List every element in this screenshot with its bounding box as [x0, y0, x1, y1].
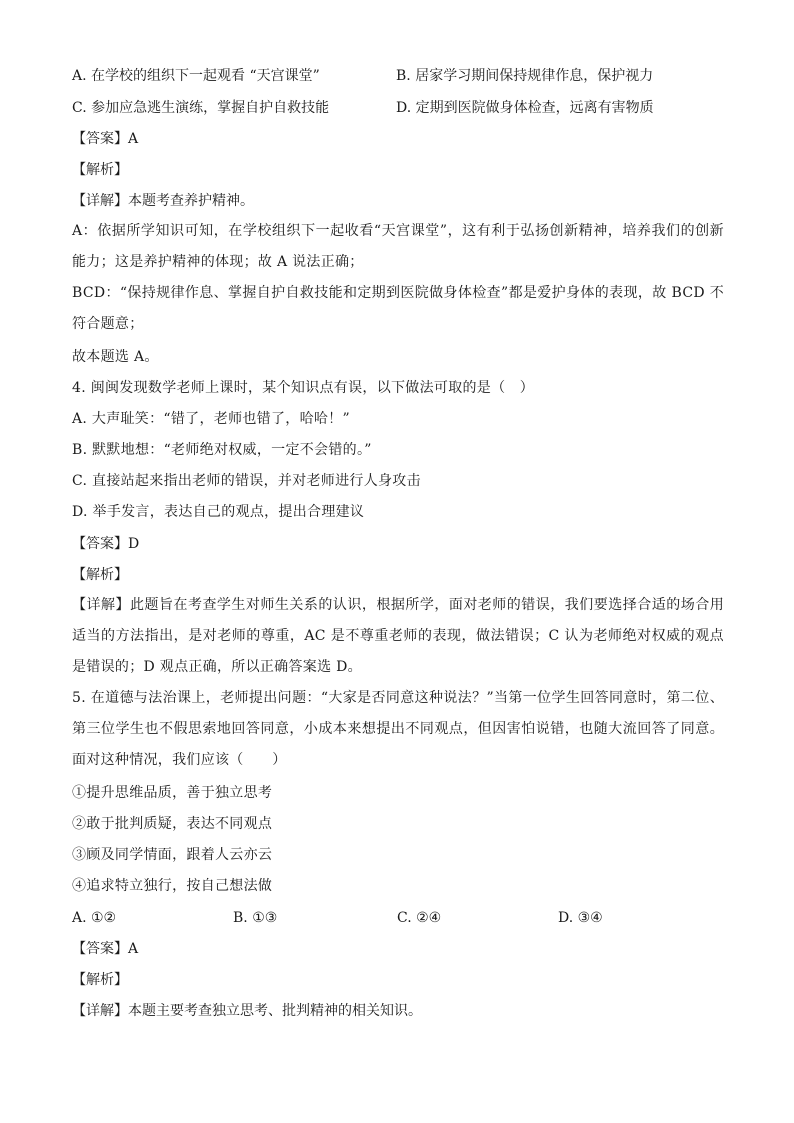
- q3-option-b: B. 居家学习期间保持规律作息，保护视力: [396, 68, 654, 84]
- q5-option-b: B. ①③: [233, 910, 278, 926]
- q4-detail: 【详解】此题旨在考查学生对师生关系的认识，根据所学，面对老师的错误，我们要选择合适的场合用适当的方法指出，是对老师的尊重，AC 是不尊重老师的表现，做法错误；C 认为老师绝对权威的观点是错误的；D 观点正确，所以正确答案选 D。: [72, 597, 724, 675]
- q4-stem: 4. 闽闽发现数学老师上课时，某个知识点有误，以下做法可取的是（ ）: [72, 380, 535, 396]
- q5-analysis-heading: 【解析】: [72, 972, 128, 988]
- q5-item-1: ①提升思维品质，善于独立思考: [72, 785, 273, 801]
- q4-option-d: D. 举手发言，表达自己的观点，提出合理建议: [72, 504, 365, 520]
- q5-option-d: D. ③④: [558, 910, 603, 926]
- q3-option-d: D. 定期到医院做身体检查，远离有害物质: [396, 100, 654, 116]
- q5-answer: 【答案】A: [72, 941, 139, 957]
- q5-item-2: ②敢于批判质疑，表达不同观点: [72, 816, 273, 832]
- q5-detail: 【详解】本题主要考查独立思考、批判精神的相关知识。: [72, 1003, 422, 1019]
- q4-analysis-heading: 【解析】: [72, 567, 128, 583]
- q4-option-b: B. 默默地想：“老师绝对权威，一定不会错的。”: [72, 442, 372, 458]
- q3-analysis-heading: 【解析】: [72, 162, 128, 178]
- q4-answer: 【答案】D: [72, 536, 140, 552]
- q5-stem: 5. 在道德与法治课上，老师提出问题：“大家是否同意这种说法？”当第一位学生回答同意时，第二位、第三位学生也不假思索地回答同意，小成本来想提出不同观点，但因害怕说错，也随大流回答了同意。面对这种情况，我们应该（ ）: [72, 690, 724, 768]
- q5-item-3: ③顾及同学情面，跟着人云亦云: [72, 847, 273, 863]
- q3-detail-intro: 【详解】本题考查养护精神。: [72, 193, 254, 209]
- q3-detail-conclusion: 故本题选 A。: [72, 349, 159, 365]
- q3-detail-bcd: BCD：“保持规律作息、掌握自护自救技能和定期到医院做身体检查”都是爱护身体的表现，故 BCD 不符合题意；: [72, 285, 724, 332]
- q3-answer: 【答案】A: [72, 131, 139, 147]
- q3-option-c: C. 参加应急逃生演练，掌握自护自救技能: [72, 100, 330, 116]
- q5-option-a: A. ①②: [72, 910, 117, 926]
- q4-option-c: C. 直接站起来指出老师的错误，并对老师进行人身攻击: [72, 473, 421, 489]
- q5-option-c: C. ②④: [397, 910, 442, 926]
- q5-item-4: ④追求特立独行，按自己想法做: [72, 878, 273, 894]
- q3-detail-a: A：依据所学知识可知，在学校组织下一起收看“天宫课堂”，这有利于弘扬创新精神，培养我们的创新能力；这是养护精神的体现；故 A 说法正确；: [72, 223, 724, 270]
- q3-option-a: A. 在学校的组织下一起观看 “天宫课堂”: [72, 68, 320, 84]
- q4-option-a: A. 大声耻笑：“错了，老师也错了，哈哈！”: [72, 411, 350, 427]
